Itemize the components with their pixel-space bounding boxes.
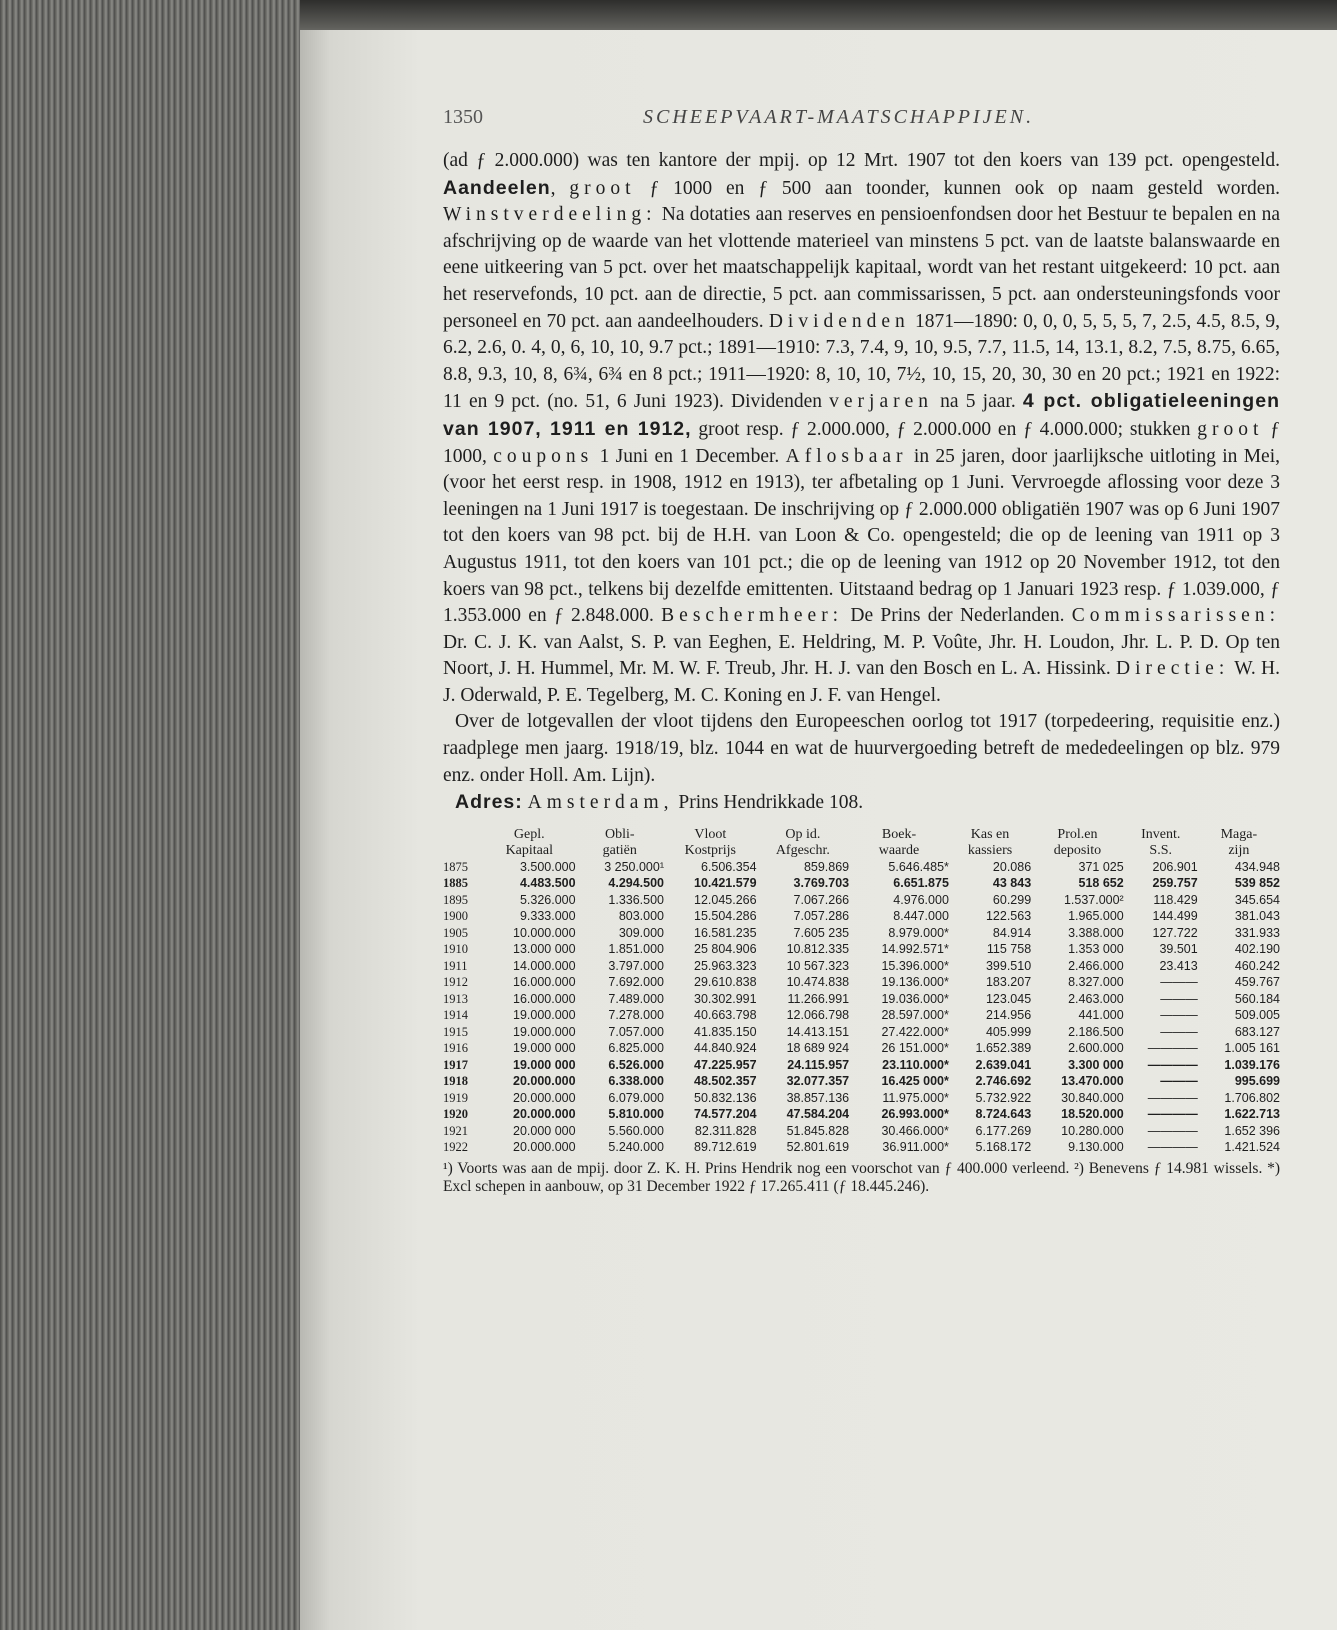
table-cell: 1.652.389 [975, 1041, 1032, 1056]
table-header-row [443, 827, 1280, 843]
table-cell: 7.057.286 [793, 909, 850, 924]
financial-table [443, 827, 1280, 1156]
table-cell: 5.560.000 [608, 1123, 664, 1138]
table-cell: 214.956 [985, 1008, 1032, 1023]
table-cell: ——— [1160, 975, 1198, 990]
table-cell: 5.326.000 [519, 892, 576, 907]
table-cell: 2.639.041 [975, 1057, 1032, 1072]
table-cell: 10.000.000 [513, 925, 576, 940]
heading-winstverdeeling: Winstverdeeling: [443, 204, 657, 226]
table-cell: 560.184 [1234, 991, 1280, 1006]
table-cell: 26.993.000* [881, 1107, 949, 1122]
column-header: waarde [878, 842, 920, 858]
table-cell: 402.190 [1234, 942, 1280, 957]
table-cell: 8.447.000 [893, 909, 949, 924]
column-header: Prol.en [1057, 826, 1098, 842]
table-cell: 43 843 [992, 876, 1032, 891]
table-cell: 15.504.286 [694, 909, 757, 924]
table-cell: 13.000 000 [513, 942, 576, 957]
table-cell: 20.000.000 [513, 1090, 576, 1105]
table-cell: 3.300 000 [1068, 1057, 1124, 1072]
table-cell: 3.388.000 [1068, 925, 1124, 940]
table-cell: 405.999 [985, 1024, 1032, 1039]
table-cell: 259.757 [1152, 876, 1198, 891]
row-year: 1916 [443, 1041, 468, 1056]
table-cell: 399.510 [985, 958, 1032, 973]
text-run: 1 Juni en 1 December. [593, 445, 786, 467]
spaced-coupons: coupons [493, 445, 594, 467]
table-cell: 460.242 [1234, 958, 1280, 973]
table-row [443, 1073, 1280, 1090]
table-cell: 10.280.000 [1061, 1123, 1124, 1138]
table-cell: 8.724.643 [975, 1107, 1032, 1122]
table-cell: 518 652 [1078, 876, 1124, 891]
table-cell: ———— [1147, 1140, 1198, 1155]
table-cell: 539 852 [1234, 876, 1280, 891]
address-line [443, 789, 1280, 817]
table-cell: 7.489.000 [608, 991, 664, 1006]
column-header: Kostprijs [684, 842, 736, 858]
table-cell: 5.732.922 [975, 1090, 1032, 1105]
table-cell: 5.240.000 [608, 1140, 664, 1155]
heading-directie: Directie: [1116, 658, 1230, 680]
table-cell: 1.851.000 [608, 942, 664, 957]
table-cell: 18.520.000 [1061, 1107, 1124, 1122]
table-row [443, 1007, 1280, 1024]
table-cell: 20.000 000 [513, 1123, 576, 1138]
table-cell: 7.067.266 [793, 892, 850, 907]
text-run: ƒ 1000 en ƒ 500 aan toonder, kunnen ook op naam gesteld worden. [635, 177, 1280, 199]
heading-aflosbaar: Aflosbaar [785, 445, 908, 467]
table-cell: 3.797.000 [608, 958, 664, 973]
table-cell: 16.581.235 [694, 925, 757, 940]
table-cell: 2.600.000 [1068, 1041, 1124, 1056]
column-header: gatiën [602, 842, 637, 858]
heading-aandeelen: Aandeelen [443, 176, 551, 199]
table-cell: 4.294.500 [608, 876, 664, 891]
table-cell: 25 804.906 [694, 942, 757, 957]
table-row [443, 908, 1280, 925]
running-title: SCHEEPVAART-MAATSCHAPPIJEN. [643, 106, 1035, 128]
text-run: ƒ 1000, [443, 418, 1280, 467]
row-year: 1919 [443, 1090, 468, 1105]
column-header: Kas en [970, 826, 1010, 842]
table-cell: ———— [1147, 1123, 1198, 1138]
table-cell: 144.499 [1152, 909, 1198, 924]
column-header: Invent. [1141, 826, 1181, 842]
table-cell: 371 025 [1078, 859, 1124, 874]
heading-commissarissen: Commissarissen: [1071, 605, 1280, 627]
table-cell: 1.336.500 [608, 892, 664, 907]
column-header: kassiers [967, 842, 1013, 858]
table-row [443, 892, 1280, 909]
book-page-edges [0, 0, 300, 1630]
column-header: Maga- [1220, 826, 1258, 842]
table-header-row [443, 843, 1280, 859]
table-cell: 19.000.000 [513, 1008, 576, 1023]
table-row [443, 1090, 1280, 1107]
table-row [443, 941, 1280, 958]
table-cell: 4.976.000 [893, 892, 949, 907]
column-header: Gepl. [513, 826, 545, 842]
table-cell: 30.302.991 [694, 991, 757, 1006]
table-cell: 14.992.571* [881, 942, 949, 957]
table-cell: 32.077.357 [786, 1074, 850, 1089]
page-number: 1350 [443, 106, 483, 128]
table-cell: 26 151.000* [881, 1041, 949, 1056]
table-cell: 2.746.692 [975, 1074, 1032, 1089]
table-cell: 331.933 [1234, 925, 1280, 940]
table-cell: 1.965.000 [1068, 909, 1124, 924]
table-header [443, 827, 1280, 859]
table-cell: 7.605 235 [793, 925, 850, 940]
row-year: 1922 [443, 1140, 468, 1155]
column-header: Vloot [694, 826, 727, 842]
running-header [443, 100, 1280, 134]
table-cell: 1.652 396 [1224, 1123, 1280, 1138]
table-cell: 20.000.000 [513, 1140, 576, 1155]
table-cell: 6.651.875 [893, 876, 949, 891]
table-row [443, 1057, 1280, 1074]
table-cell: ———— [1147, 1057, 1198, 1072]
row-year: 1915 [443, 1024, 468, 1039]
table-cell: 18 689 924 [786, 1041, 850, 1056]
table-cell: ——— [1160, 1024, 1198, 1039]
table-cell: 459.767 [1234, 975, 1280, 990]
row-year: 1910 [443, 942, 468, 957]
table-cell: 122.563 [985, 909, 1032, 924]
table-cell: 2.463.000 [1068, 991, 1124, 1006]
table-cell: 16.000.000 [513, 991, 576, 1006]
table-row [443, 1040, 1280, 1057]
table-cell: 3.769.703 [793, 876, 850, 891]
table-cell: 10.421.579 [694, 876, 757, 891]
table-cell: 2.466.000 [1068, 958, 1124, 973]
table-cell: 29.610.838 [694, 975, 757, 990]
table-cell: 6.526.000 [608, 1057, 664, 1072]
table-cell: 3 250.000¹ [604, 859, 664, 874]
row-year: 1885 [443, 876, 468, 891]
table-cell: 12.066.798 [786, 1008, 850, 1023]
column-header: Obli- [605, 826, 635, 842]
column-header: Afgeschr. [775, 842, 830, 858]
table-cell: 28.597.000* [881, 1008, 949, 1023]
table-cell: 1.706.802 [1224, 1090, 1280, 1105]
table-cell: 30.466.000* [881, 1123, 949, 1138]
table-cell: 36.911.000* [882, 1140, 949, 1155]
table-cell: 995.699 [1234, 1074, 1280, 1089]
table-cell: 5.646.485* [888, 859, 949, 874]
table-cell: ——— [1160, 1074, 1198, 1089]
table-cell: 8.979.000* [888, 925, 949, 940]
table-cell: 16.000.000 [513, 975, 576, 990]
heading-obligaties: 4 pct. obligatieleeningen van 1907, 1911 en 1912, [443, 390, 1280, 440]
table-cell: 19.036.000* [881, 991, 949, 1006]
table-row [443, 974, 1280, 991]
table-cell: 82.311.828 [694, 1123, 757, 1138]
table-cell: 6.338.000 [608, 1074, 664, 1089]
text-run: groot resp. ƒ 2.000.000, ƒ 2.000.000 en ƒ 4.000.000; stukken [691, 418, 1198, 440]
column-header: Op id. [785, 826, 821, 842]
table-row [443, 1139, 1280, 1156]
table-cell: 23.110.000* [882, 1057, 949, 1072]
table-cell: 84.914 [992, 925, 1032, 940]
table-cell: 40.663.798 [694, 1008, 757, 1023]
table-cell: 7.692.000 [608, 975, 664, 990]
table-cell: 206.901 [1152, 859, 1198, 874]
table-cell: 19.000 000 [513, 1057, 576, 1072]
table-cell: 1.005 161 [1224, 1041, 1280, 1056]
table-cell: 11.975.000* [882, 1090, 949, 1105]
spaced-groot: groot [569, 177, 636, 199]
table-cell: 14.000.000 [513, 958, 576, 973]
table-cell: 183.207 [985, 975, 1032, 990]
paragraph-main [443, 148, 1280, 709]
table-cell: 309.000 [618, 925, 664, 940]
row-year: 1920 [443, 1107, 468, 1122]
text-run: (ad ƒ 2.000.000) was ten kantore der mpij. op 12 Mrt. 1907 tot den koers van 139 pct. opengesteld. [443, 150, 1280, 171]
text-run: De Prins der Nederlanden. [843, 605, 1072, 627]
table-cell: 6.825.000 [608, 1041, 664, 1056]
row-year: 1921 [443, 1123, 468, 1138]
table-cell: 14.413.151 [786, 1024, 850, 1039]
table-row [443, 991, 1280, 1008]
table-row [443, 875, 1280, 892]
table-cell: 74.577.204 [694, 1107, 757, 1122]
row-year: 1895 [443, 892, 468, 907]
page-content [443, 100, 1280, 1196]
table-body [443, 859, 1280, 1156]
table-row [443, 958, 1280, 975]
table-cell: 89.712.619 [694, 1140, 757, 1155]
table-cell: 8.327.000 [1068, 975, 1124, 990]
table-cell: 20.000.000 [513, 1074, 576, 1089]
table-cell: 115 758 [986, 942, 1032, 957]
table-cell: 52.801.619 [786, 1140, 850, 1155]
table-cell: 12.045.266 [694, 892, 757, 907]
table-cell: 48.502.357 [694, 1074, 757, 1089]
table-cell: 6.506.354 [700, 859, 757, 874]
table-cell: 123.045 [985, 991, 1032, 1006]
table-cell: 44.840.924 [694, 1041, 757, 1056]
table-cell: 9.130.000 [1068, 1140, 1124, 1155]
table-cell: 20.000.000 [513, 1107, 576, 1122]
table-cell: 13.470.000 [1061, 1074, 1124, 1089]
table-cell: 16.425 000* [881, 1074, 949, 1089]
table-cell: 19.000.000 [513, 1024, 576, 1039]
table-cell: 441.000 [1078, 1008, 1124, 1023]
table-cell: 27.422.000* [881, 1024, 949, 1039]
table-cell: 41.835.150 [694, 1024, 757, 1039]
row-year: 1911 [443, 958, 468, 973]
row-year: 1875 [443, 859, 468, 874]
row-year: 1912 [443, 975, 468, 990]
table-cell: 6.177.269 [975, 1123, 1032, 1138]
row-year: 1913 [443, 991, 468, 1006]
table-cell: 30.840.000 [1061, 1090, 1124, 1105]
column-header: Boek- [881, 826, 917, 842]
address-street: Prins Hendrikkade 108. [673, 792, 864, 814]
table-cell: ——— [1160, 991, 1198, 1006]
table-cell: 10.474.838 [786, 975, 850, 990]
table-cell: 15.396.000* [881, 958, 949, 973]
table-cell: 683.127 [1234, 1024, 1280, 1039]
table-cell: 3.500.000 [519, 859, 576, 874]
table-row [443, 859, 1280, 876]
table-cell: 51.845.828 [786, 1123, 850, 1138]
text-run: , [550, 177, 570, 199]
address-city: Amsterdam, [527, 792, 674, 814]
table-cell: 1.039.176 [1224, 1057, 1280, 1072]
column-header [443, 827, 483, 843]
table-cell: 6.079.000 [608, 1090, 664, 1105]
table-cell: 1.353 000 [1068, 942, 1124, 957]
text-run: 1871—1890: 0, 0, 0, 5, 5, 5, 7, 2.5, 4.5, 8.5, 9, 6.2, 2.6, 0. 4, 0, 6, 10, 10, 9.7 pct.; 1891—1910: 7.3, 7.4, 9, 10, 9.5, 7.7, 11.5, 14, 13.1, 8.2, 7.5, 8.75, 6.65, 8.8, 9.3, 10, 8, 6¾, 6¾ en 8 pct.; 1911—1920: 8, 10, 10, 7½, 10, 15, 20, 30, 30 en 20 pct.; 1921 en 1922: 11 en 9 pct. (no. 51, 6 Juni 1923). Dividenden [443, 310, 1281, 413]
table-cell: 4.483.500 [519, 876, 576, 891]
table-cell: 118.429 [1153, 892, 1198, 907]
table-cell: 60.299 [992, 892, 1032, 907]
column-header: zijn [1228, 842, 1250, 858]
table-cell: 47.584.204 [786, 1107, 850, 1122]
table-row [443, 1123, 1280, 1140]
row-year: 1918 [443, 1074, 468, 1089]
table-cell: ——— [1160, 1008, 1198, 1023]
table-cell: ———— [1147, 1107, 1198, 1122]
table-cell: 5.810.000 [608, 1107, 664, 1122]
table-cell: 434.948 [1234, 859, 1280, 874]
text-run: W. H. J. Oderwald, P. E. Tegelberg, M. C. Koning en J. F. van Hengel. [443, 658, 1280, 706]
row-year: 1917 [443, 1057, 468, 1072]
spaced-verjaren: verjaren [829, 391, 934, 413]
table-cell: 20.086 [992, 859, 1032, 874]
table-cell: 39.501 [1159, 942, 1198, 957]
spaced-groot: groot [1197, 418, 1264, 440]
table-cell: 10.812.335 [786, 942, 850, 957]
table-cell: 803.000 [618, 909, 664, 924]
heading-dividenden: Dividenden [768, 310, 910, 332]
table-cell: 5.168.172 [975, 1140, 1032, 1155]
table-cell: 24.115.957 [787, 1057, 850, 1072]
table-cell: 19.000 000 [513, 1041, 576, 1056]
column-header [443, 843, 483, 859]
table-cell: ———— [1147, 1090, 1198, 1105]
table-cell: 19.136.000* [881, 975, 949, 990]
table-cell: 345.654 [1234, 892, 1280, 907]
table-row [443, 925, 1280, 942]
table-cell: 10 567.323 [786, 958, 850, 973]
row-year: 1914 [443, 1008, 468, 1023]
table-cell: 11.266.991 [787, 991, 850, 1006]
table-cell: 7.057.000 [608, 1024, 664, 1039]
table-cell: 47.225.957 [694, 1057, 757, 1072]
text-run: Na dotaties aan reserves en pensioenfondsen door het Bestuur te bepalen en na afschrijving op de waarde van het vlottende materieel van minstens 5 pct. van de laatste balanswaarde en eene uitkeering van 5 pct. over het maatschappelijk kapitaal, wordt van het restant uitgekeerd: 10 pct. aan het reservefonds, 10 pct. aan de directie, 5 pct. aan commissarissen, 5 pct. aan ondersteuningsfonds voor personeel en 70 pct. aan aandeelhouders. [443, 204, 1280, 332]
table-cell: 2.186.500 [1068, 1024, 1124, 1039]
table-cell: 859.869 [803, 859, 850, 874]
table-cell: 509.005 [1234, 1008, 1280, 1023]
table-cell: 23.413 [1159, 958, 1198, 973]
text-run: in 25 jaren, door jaarlijksche uitloting in Mei, (voor het eerst resp. in 1908, 1912 en 1913), ter afbetaling op 1 Juni. Vervroegde aflossing voor deze 3 leeningen na 1 Juni 1917 is toegestaan. De inschrijving op ƒ 2.000.000 obligatiën 1907 was op 6 Juni 1907 tot den koers van 98 pct. bij de H.H. van Loon & Co. opengesteld; die op de leening van 1911 op 3 Augustus 1911, tot den koers van 101 pct.; die op de leening van 1912 op 20 November 1912, tot den koers van 98 pct., telkens bij dezelfde emittenten. Uitstaand bedrag op 1 Januari 1923 resp. ƒ 1.039.000, ƒ 1.353.000 en ƒ 2.848.000. [443, 445, 1281, 627]
column-header: deposito [1053, 842, 1102, 858]
paragraph-war: Over de lotgevallen der vloot tijdens den Europeeschen oorlog tot 1917 (torpedeering, requisitie enz.) raadplege men jaarg. 1918/19, blz. 1044 en wat de huurvergoeding betreft de mededeelingen op blz. 979 enz. onder Holl. Am. Lijn). [443, 711, 1280, 786]
heading-beschermheer: Beschermheer: [661, 605, 844, 627]
table-cell: 381.043 [1234, 909, 1280, 924]
column-header: S.S. [1149, 842, 1172, 858]
table-row [443, 1106, 1280, 1123]
address-label: Adres: [455, 791, 523, 814]
table-cell: 9.333.000 [519, 909, 576, 924]
table-cell: 25.963.323 [694, 958, 757, 973]
table-cell: 127.722 [1152, 925, 1198, 940]
table-row [443, 1024, 1280, 1041]
table-cell: 7.278.000 [608, 1008, 664, 1023]
footnotes: ¹) Voorts was aan de mpij. door Z. K. H. Prins Hendrik nog een voorschot van ƒ 400.000 verleend. ²) Benevens ƒ 14.981 wissels. *) Excl schepen in aanbouw, op 31 December 1922 ƒ 17.265.411 (ƒ 18.445.246). [443, 1159, 1280, 1195]
text-run: na 5 jaar. [933, 391, 1023, 413]
table-cell: 1.537.000² [1063, 892, 1124, 907]
table-cell: 38.857.136 [786, 1090, 850, 1105]
table-cell: ———— [1147, 1041, 1198, 1056]
row-year: 1900 [443, 909, 468, 924]
column-header: Kapitaal [505, 842, 553, 858]
table-cell: 1.421.524 [1224, 1140, 1280, 1155]
text-run: Dr. C. J. K. van Aalst, S. P. van Eeghen, E. Heldring, M. P. Voûte, Jhr. H. Loudon, Jhr. L. P. D. Op ten Noort, J. H. Hummel, Mr. M. W. F. Treub, Jhr. H. J. van den Bosch en L. A. Hissink. [443, 631, 1280, 680]
row-year: 1905 [443, 925, 468, 940]
table-cell: 50.832.136 [694, 1090, 757, 1105]
table-cell: 1.622.713 [1224, 1107, 1280, 1122]
article-body [443, 148, 1280, 817]
